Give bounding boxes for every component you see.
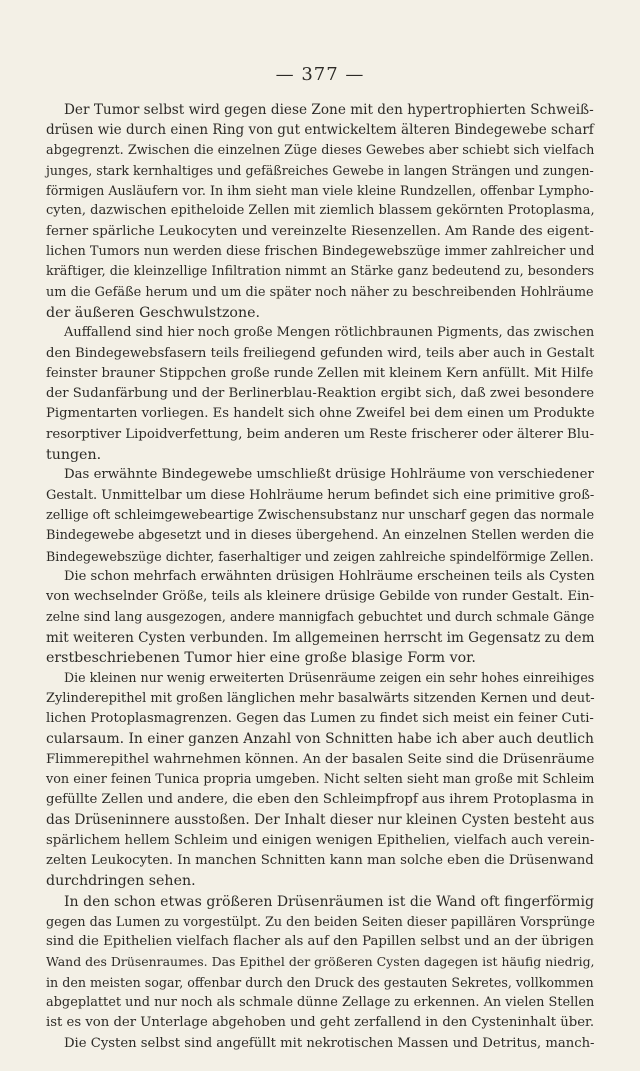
- text-line: Bindegewebszüge dichter, faserhaltiger und zeigen zahlreiche spindelförmige Zellen.: [46, 548, 594, 564]
- text-line: kräftiger, die kleinzellige Infiltration nimmt an Stärke ganz bedeutend zu, besonders: [46, 264, 595, 280]
- text-line: in den meisten sogar, offenbar durch den Druck des gestauten Sekretes, vollkommen: [46, 974, 594, 990]
- text-line: Die schon mehrfach erwähnten drüsigen Hohlräume erscheinen teils als Cysten: [64, 568, 595, 584]
- text-line: Pigmentarten vorliegen. Es handelt sich ohne Zweifel bei dem einen um Produkte: [46, 406, 595, 422]
- text-line: ferner spärliche Leukocyten und vereinzelte Riesenzellen. Am Rande des eigent-: [46, 223, 594, 239]
- text-line: zelne sind lang ausgezogen, andere mannigfach gebuchtet und durch schmale Gänge: [46, 609, 595, 625]
- paragraph: [46, 668, 594, 891]
- text-line: cularsaum. In einer ganzen Anzahl von Schnitten habe ich aber auch deutlich: [46, 731, 594, 748]
- text-line: tungen.: [46, 447, 102, 464]
- text-line: cyten, dazwischen epitheloide Zellen mit ziemlich blassem gekörnten Protoplasma,: [46, 203, 595, 219]
- text-line: von wechselnder Größe, teils als kleinere drüsige Gebilde von runder Gestalt. Ein-: [46, 589, 595, 605]
- paragraph: [46, 1034, 594, 1054]
- text-line: den Bindegewebsfasern teils freiliegend gefunden wird, teils aber auch in Gestalt: [46, 345, 595, 361]
- text-line: Zylinderepithel mit großen länglichen mehr basalwärts sitzenden Kernen und deut-: [46, 690, 595, 706]
- text-line: Die Cysten selbst sind angefüllt mit nekrotischen Massen und Detritus, manch-: [64, 1035, 595, 1051]
- text-line: Gestalt. Unmittelbar um diese Hohlräume herum befindet sich eine primitive groß-: [46, 487, 595, 503]
- text-line: spärlichem hellem Schleim und einigen wenigen Epithelien, vielfach auch verein-: [46, 832, 595, 848]
- paragraph: [46, 465, 594, 566]
- paragraph: [46, 567, 594, 668]
- text-line: junges, stark kernhaltiges und gefäßreiches Gewebe in langen Strängen und zungen-: [46, 162, 594, 178]
- page-number: — 377 —: [275, 64, 365, 85]
- text-line: Flimmerepithel wahrnehmen können. An der basalen Seite sind die Drüsenräume: [46, 751, 595, 767]
- text-line: sind die Epithelien vielfach flacher als auf den Papillen selbst und an der übrigen: [46, 934, 594, 950]
- text-line: lichen Protoplasmagrenzen. Gegen das Lumen zu findet sich meist ein feiner Cuti-: [46, 710, 594, 726]
- text-line: drüsen wie durch einen Ring von gut entwickeltem älteren Bindegewebe scharf: [46, 122, 594, 139]
- text-line: Bindegewebe abgesetzt und in dieses übergehend. An einzelnen Stellen werden die: [46, 528, 594, 544]
- text-line: abgeplattet und nur noch als schmale dünne Zellage zu erkennen. An vielen Stellen: [46, 995, 595, 1011]
- text-line: gefüllte Zellen und andere, die eben den Schleimpfropf aus ihrem Protoplasma in: [46, 792, 595, 808]
- text-line: durchdringen sehen.: [46, 873, 196, 890]
- text-line: der Sudanfärbung und der Berlinerblau-Reaktion ergibt sich, daß zwei besondere: [46, 386, 595, 402]
- text-line: Auffallend sind hier noch große Mengen rötlichbraunen Pigments, das zwischen: [64, 325, 595, 341]
- paragraph: [46, 100, 594, 323]
- text-line: Wand des Drüsenraumes. Das Epithel der größeren Cysten dagegen ist häufig niedrig,: [46, 954, 595, 970]
- text-line: feinster brauner Stippchen große runde Zellen mit kleinem Kern anfüllt. Mit Hilfe: [46, 365, 594, 381]
- text-line: ist es von der Unterlage abgehoben und geht zerfallend in den Cysteninhalt über.: [46, 1015, 595, 1031]
- text-line: der äußeren Geschwulstzone.: [46, 304, 261, 321]
- text-line: zellige oft schleimgewebeartige Zwischensubstanz nur unscharf gegen das normale: [46, 507, 595, 523]
- text-line: das Drüseninnere ausstoßen. Der Inhalt dieser nur kleinen Cysten besteht aus: [46, 812, 595, 829]
- text-line: In den schon etwas größeren Drüsenräumen ist die Wand oft fingerförmig: [64, 893, 594, 910]
- text-line: erstbeschriebenen Tumor hier eine große blasige Form vor.: [46, 650, 476, 667]
- text-line: lichen Tumors nun werden diese frischen Bindegewebszüge immer zahlreicher und: [46, 244, 595, 260]
- text-line: Die kleinen nur wenig erweiterten Drüsenräume zeigen ein sehr hohes einreihiges: [64, 670, 595, 686]
- text-line: gegen das Lumen zu vorgestülpt. Zu den beiden Seiten dieser papillären Vorsprünge: [46, 913, 595, 929]
- paragraph: [46, 323, 594, 465]
- body-text: [46, 100, 594, 1054]
- text-line: zelten Leukocyten. In manchen Schnitten kann man solche eben die Drüsenwand: [46, 852, 594, 868]
- text-line: förmigen Ausläufern vor. In ihm sieht man viele kleine Rundzellen, offenbar Lympho-: [46, 183, 594, 199]
- paragraph: [46, 892, 594, 1034]
- text-line: mit weiteren Cysten verbunden. Im allgemeinen herrscht im Gegensatz zu dem: [46, 629, 595, 646]
- text-line: Der Tumor selbst wird gegen diese Zone mit den hypertrophierten Schweiß-: [64, 102, 594, 118]
- text-line: resorptiver Lipoidverfettung, beim anderen um Reste frischerer oder älterer Blu-: [46, 426, 595, 442]
- text-line: von einer feinen Tunica propria umgeben. Nicht selten sieht man große mit Schleim: [46, 771, 595, 787]
- text-line: abgegrenzt. Zwischen die einzelnen Züge dieses Gewebes aber schiebt sich vielfach: [46, 142, 595, 158]
- text-line: Das erwähnte Bindegewebe umschließt drüsige Hohlräume von verschiedener: [64, 467, 594, 483]
- text-line: um die Gefäße herum und um die später noch näher zu beschreibenden Hohlräume: [46, 284, 594, 300]
